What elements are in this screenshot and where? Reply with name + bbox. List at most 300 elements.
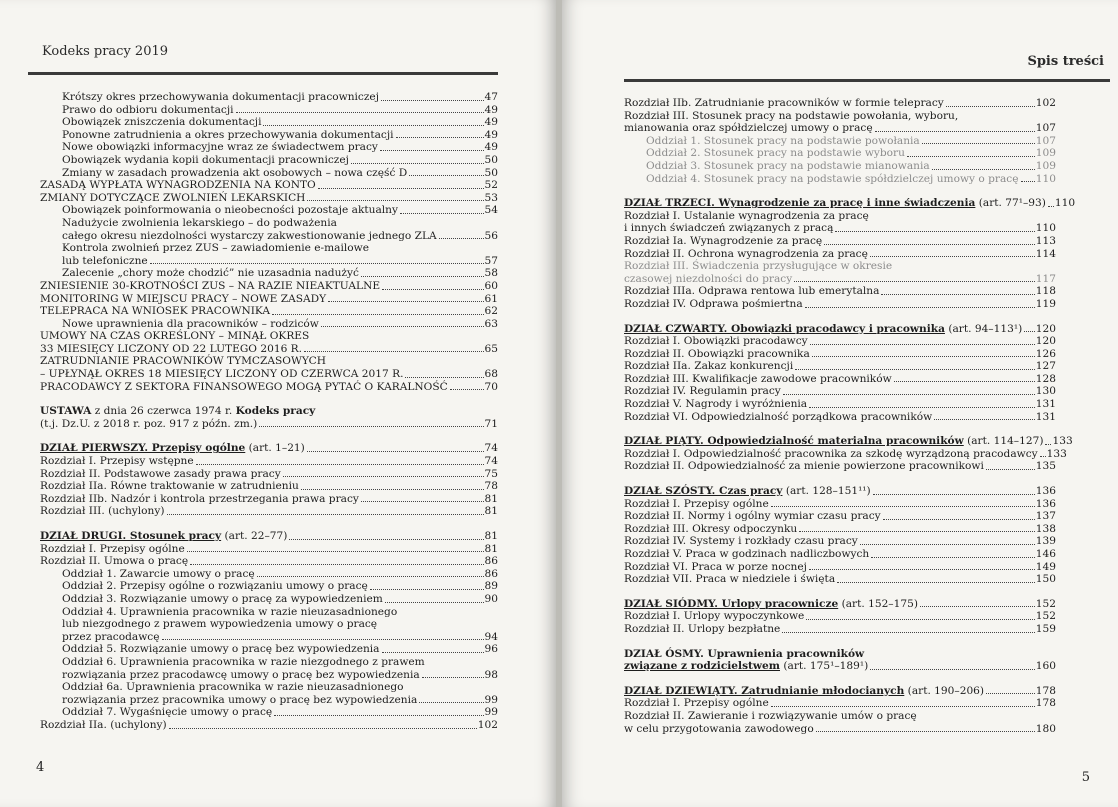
toc-entry-label <box>624 435 1043 448</box>
toc-entry-row <box>40 154 498 167</box>
toc-page-number: 52 <box>484 179 498 192</box>
section-gap <box>40 518 498 530</box>
toc-page-number: 50 <box>484 153 498 166</box>
toc-entry-label <box>62 669 420 682</box>
leader-dots <box>783 394 1035 395</box>
toc-entry <box>624 173 1056 186</box>
toc-entry-text: Nowe uprawnienia dla pracowników – rodziców <box>62 317 319 330</box>
toc-entry <box>40 505 498 518</box>
leader-dots <box>1045 444 1051 445</box>
toc-entry-line: Rozdział II. Zawieranie i rozwiązywanie umów o pracę <box>624 709 917 722</box>
leader-dots <box>385 602 484 603</box>
leader-dots <box>400 213 484 214</box>
toc-section-heading: DZIAŁ SZÓSTY. Czas pracy <box>624 485 783 498</box>
toc-page-number: 86 <box>484 555 498 568</box>
leader-dots <box>860 544 1035 545</box>
toc-entry <box>624 523 1056 536</box>
leader-dots <box>782 632 1034 633</box>
leader-dots <box>289 539 483 540</box>
toc-page-number: 109 <box>1035 147 1056 160</box>
leader-dots <box>922 143 1035 144</box>
toc-entry-text: (art. 114–127) <box>963 435 1044 448</box>
leader-dots <box>422 677 484 678</box>
toc-entry <box>40 91 498 104</box>
toc-entry-text: Rozdział V. Praca w godzinach nadliczbowych <box>624 548 870 560</box>
leader-dots <box>272 314 483 315</box>
toc-entry-label <box>40 343 302 356</box>
toc-entry-row <box>624 373 1056 386</box>
toc-entry-line: ZATRUDNIANIE PRACOWNIKÓW TYMCZASOWYCH <box>40 355 327 368</box>
toc-entry-text: Oddział 5. Rozwiązanie umowy o pracę bez wypowiedzenia <box>62 643 380 656</box>
toc-entry <box>624 110 1056 135</box>
toc-section-heading: DZIAŁ PIĄTY. Odpowiedzialność materialna pracowników <box>624 435 964 448</box>
toc-page-number: 135 <box>1035 460 1056 473</box>
toc-entry-label <box>62 91 379 104</box>
toc-entry-label <box>624 598 918 611</box>
toc-entry-text: Rozdział VI. Praca w porze nocnej <box>624 560 807 573</box>
toc-entry-row <box>40 368 498 381</box>
toc-entry-label <box>624 360 793 373</box>
right-page <box>562 0 1118 807</box>
toc-entry-text: Rozdział IIb. Nadzór i kontrola przestrzegania prawa pracy <box>40 492 359 505</box>
toc-entry-text: Rozdział III. Kwalifikacje zawodowe pracowników <box>624 372 892 385</box>
toc-entry <box>624 510 1056 523</box>
toc-entry-text: Rozdział IIa. Zakaz konkurencji <box>624 360 794 373</box>
toc-entry-label <box>624 122 873 135</box>
leader-dots <box>405 377 483 378</box>
toc-entry-row <box>40 631 498 644</box>
toc-entry-label <box>40 381 448 394</box>
toc-entry <box>40 305 498 318</box>
toc-entry-label <box>624 248 868 261</box>
toc-entry <box>40 242 498 267</box>
toc-entry-text: Rozdział I. Urlopy wypoczynkowe <box>624 610 805 623</box>
section-gap <box>624 423 1056 435</box>
toc-entry-text: w celu przygotowania zawodowego <box>624 722 814 735</box>
leader-dots <box>301 489 484 490</box>
toc-page-number: 138 <box>1035 522 1056 535</box>
toc-entry-label <box>62 593 383 606</box>
toc-entry-row <box>624 548 1056 561</box>
toc-entry-part: z dnia 26 czerwca 1974 r. <box>91 405 236 418</box>
leader-dots <box>396 137 484 138</box>
toc-entry <box>624 147 1056 160</box>
toc-entry-text: Rozdział II. Odpowiedzialność za mienie powierzone pracownikowi <box>624 460 984 473</box>
toc-page-number: 74 <box>484 455 498 468</box>
toc-page-number: 54 <box>484 204 498 217</box>
toc-entry-line: Oddział 4. Uprawnienia pracownika w razie nieuzasadnionego <box>62 605 398 618</box>
toc-entry-row <box>624 510 1056 523</box>
toc-entry-text: Rozdział IIIa. Odprawa rentowa lub emerytalna <box>624 285 880 298</box>
toc-entry <box>624 623 1056 636</box>
toc-entry <box>624 260 1056 285</box>
toc-entry <box>40 530 498 543</box>
leader-dots <box>771 506 1035 507</box>
toc-entry-label <box>40 455 194 468</box>
toc-page-number: 49 <box>484 103 498 116</box>
toc-entry-label <box>62 706 272 719</box>
toc-entry <box>40 129 498 142</box>
toc-section-heading: DZIAŁ PIERWSZY. Przepisy ogólne <box>40 442 246 455</box>
toc-page-number: 57 <box>484 254 498 267</box>
toc-entry-label <box>624 660 868 673</box>
toc-page-number: 130 <box>1035 385 1056 398</box>
leader-dots <box>934 419 1035 420</box>
toc-entry-label <box>624 485 871 498</box>
toc-page-number: 180 <box>1035 722 1056 735</box>
toc-entry-row <box>624 460 1056 473</box>
toc-entry <box>624 160 1056 173</box>
section-gap <box>624 185 1056 197</box>
toc-page-number: 99 <box>484 706 498 719</box>
toc-entry-row <box>40 493 498 506</box>
leader-dots <box>883 519 1035 520</box>
toc-entry-text: – UPŁYNĄŁ OKRES 18 MIESIĘCY LICZONY OD CZERWCA 2017 R. <box>40 368 404 381</box>
toc-entry <box>40 468 498 481</box>
toc-entry-text: Prawo do odbioru dokumentacji <box>62 103 234 116</box>
leader-dots <box>946 106 1035 107</box>
toc-entry-label <box>646 147 905 160</box>
toc-entry-label <box>624 285 879 298</box>
toc-entry-line: lub niezgodnego z prawem wypowiedzenia umowy o pracę <box>62 618 378 631</box>
toc-entry-text: Rozdział Ia. Wynagrodzenie za pracę <box>624 234 823 247</box>
running-title: Spis treści <box>1027 54 1104 69</box>
toc-section-heading: DZIAŁ DRUGI. Stosunek pracy <box>40 530 222 542</box>
leader-dots <box>799 531 1035 532</box>
toc-entry-row <box>624 523 1056 536</box>
toc-entry-row <box>624 598 1056 611</box>
toc-entry <box>624 411 1056 424</box>
toc-section-heading: DZIAŁ TRZECI. Wynagrodzenie za pracę i inne świadczenia <box>624 197 976 210</box>
toc-entry-text: Oddział 1. Stosunek pracy na podstawie powołania <box>646 134 920 147</box>
leader-dots <box>283 476 484 477</box>
leader-dots <box>370 589 484 590</box>
toc-entry-label <box>624 685 984 698</box>
toc-entry-text: Rozdział II. Urlopy bezpłatne <box>624 622 781 635</box>
leader-dots <box>150 263 484 264</box>
toc-entry-label <box>40 442 305 455</box>
toc-page-number: 160 <box>1035 660 1056 673</box>
leader-dots <box>816 731 1035 732</box>
section-gap <box>624 673 1056 685</box>
leader-dots <box>870 669 1035 670</box>
leader-dots <box>169 728 477 729</box>
toc-entry <box>40 493 498 506</box>
toc-entry-label <box>62 318 319 331</box>
section-gap <box>624 586 1056 598</box>
toc-entry-label <box>624 398 807 411</box>
toc-entry-text: 33 MIESIĘCY LICZONY OD 22 LUTEGO 2016 R. <box>40 342 303 355</box>
toc-page-number: 110 <box>1035 222 1056 235</box>
toc-entry-text: Oddział 4. Stosunek pracy na podstawie spółdzielczej umowy o pracę <box>646 172 1019 185</box>
toc-entry-label <box>62 694 417 707</box>
toc-page-number: 109 <box>1035 159 1056 172</box>
toc-entry-text: Oddział 7. Wygaśnięcie umowy o pracę <box>62 706 273 719</box>
leader-dots <box>932 169 1035 170</box>
toc-entry-row <box>624 447 1067 461</box>
leader-dots <box>881 294 1034 295</box>
toc-entry-text: Zmiany w zasadach prowadzenia akt osobowych – nowa część D <box>62 166 408 179</box>
toc-page-number: 136 <box>1035 485 1056 498</box>
toc-entry-text: TELEPRACA NA WNIOSEK PRACOWNIKA <box>40 305 271 318</box>
toc-entry-text: Obowiązek poinformowania o nieobecności pozostaje aktualny <box>62 204 398 217</box>
leader-dots <box>986 469 1035 470</box>
toc-page-number: 56 <box>484 229 498 242</box>
toc-entry-row <box>624 485 1056 498</box>
toc-page-number: 152 <box>1035 610 1056 623</box>
toc-entry-row <box>40 167 498 180</box>
leader-dots <box>318 188 484 189</box>
toc-entry-text: (art. 175¹–189¹) <box>780 660 869 673</box>
leader-dots <box>1024 331 1035 332</box>
toc-entry-text: ZNIESIENIE 30-KROTNOŚCI ZUS – NA RAZIE NIEAKTUALNE <box>40 279 381 292</box>
leader-dots <box>439 238 484 239</box>
toc-entry-row <box>624 135 1056 148</box>
toc-entry-row <box>40 267 498 280</box>
leader-dots <box>257 576 484 577</box>
header-rule <box>624 79 1110 82</box>
toc-entry-text: Rozdział II. Ochrona wynagrodzenia za pracę <box>624 247 868 260</box>
toc-entry-row <box>624 573 1056 586</box>
toc-entry <box>40 543 498 556</box>
toc-entry <box>624 285 1056 298</box>
toc-entry-part: USTAWA <box>40 405 92 418</box>
toc-entry <box>624 610 1056 623</box>
toc-entry <box>40 706 498 719</box>
table-of-contents <box>624 97 1076 735</box>
leader-dots <box>805 307 1035 308</box>
toc-entry-label <box>624 197 1046 210</box>
toc-entry-row <box>624 248 1056 261</box>
toc-page-number: 139 <box>1035 535 1056 548</box>
toc-page-number: 74 <box>484 442 498 455</box>
toc-entry-row <box>40 255 498 268</box>
toc-entry-label <box>624 273 792 286</box>
leader-dots <box>794 281 1035 282</box>
leader-dots <box>806 619 1034 620</box>
toc-entry <box>40 480 498 493</box>
toc-entry-row <box>40 442 498 455</box>
toc-entry-row <box>40 530 498 543</box>
toc-entry-text: MONITORING W MIEJSCU PRACY – NOWE ZASADY <box>40 292 327 305</box>
leader-dots <box>920 606 1035 607</box>
toc-entry <box>624 535 1056 548</box>
toc-entry-text: (art. 190–206) <box>904 684 985 697</box>
leader-dots <box>259 426 483 427</box>
toc-page-number: 70 <box>484 380 498 393</box>
toc-page-number: 131 <box>1035 398 1056 411</box>
toc-entry-line: DZIAŁ ÓSMY. Uprawnienia pracowników <box>624 647 865 660</box>
toc-entry-row <box>624 498 1056 511</box>
toc-page-number: 150 <box>1035 573 1056 586</box>
toc-entry-text: Rozdział I. Przepisy ogólne <box>624 697 769 710</box>
leader-dots <box>236 112 484 113</box>
toc-entry-row <box>624 411 1056 424</box>
toc-entry-label <box>62 104 234 117</box>
leader-dots <box>304 351 483 352</box>
leader-dots <box>263 125 483 126</box>
toc-page-number: 58 <box>484 267 498 280</box>
toc-entry-text: Oddział 1. Zawarcie umowy o pracę <box>62 567 255 580</box>
leader-dots <box>190 564 483 565</box>
leader-dots <box>409 175 483 176</box>
toc-entry-line: Oddział 6a. Uprawnienia pracownika w razie nieuzasadnionego <box>62 681 404 694</box>
toc-entry <box>40 455 498 468</box>
toc-entry-row <box>40 694 498 707</box>
toc-page-number: 81 <box>484 492 498 505</box>
toc-entry-label <box>624 298 803 311</box>
toc-section-heading: DZIAŁ CZWARTY. Obowiązki pracodawcy i pracownika <box>624 322 945 335</box>
toc-entry <box>624 697 1056 710</box>
leader-dots <box>1040 456 1046 457</box>
toc-entry-row <box>624 285 1056 298</box>
toc-entry <box>624 197 1076 210</box>
page-number: 5 <box>1081 770 1090 785</box>
toc-entry <box>624 235 1056 248</box>
toc-entry-text: (art. 152–175) <box>838 597 918 610</box>
toc-entry <box>40 217 498 242</box>
leader-dots <box>307 451 484 452</box>
toc-entry-row <box>40 580 498 593</box>
toc-entry-row <box>624 398 1056 411</box>
toc-page-number: 137 <box>1035 510 1056 523</box>
toc-entry <box>40 116 498 129</box>
toc-entry-row <box>40 669 498 682</box>
toc-entry-row <box>40 505 498 518</box>
leader-dots <box>873 494 1035 495</box>
toc-entry-text: Rozdział IIa. (uchylony) <box>40 718 167 731</box>
toc-page-number: 119 <box>1035 297 1056 310</box>
toc-entry-label <box>40 555 188 568</box>
toc-entry <box>40 167 498 180</box>
toc-entry-part: Kodeks pracy <box>235 405 316 418</box>
toc-entry-row <box>40 593 498 606</box>
toc-entry-text: lub telefoniczne <box>62 254 148 267</box>
toc-entry <box>40 593 498 606</box>
toc-entry-text: Rozdział I. Obowiązki pracodawcy <box>624 335 808 348</box>
toc-page-number: 159 <box>1035 622 1056 635</box>
toc-entry-row <box>624 335 1056 348</box>
toc-entry-label <box>40 418 257 431</box>
toc-entry-text: Rozdział II. Obowiązki pracownika <box>624 347 810 360</box>
toc-entry-line: Rozdział III. Stosunek pracy na podstawie powołania, wyboru, <box>624 109 959 122</box>
toc-entry-text: (art. 128–151¹¹) <box>782 485 871 498</box>
toc-entry <box>40 179 498 192</box>
toc-entry-text: Rozdział VI. Odpowiedzialność porządkowa pracowników <box>624 410 933 423</box>
section-gap <box>624 636 1056 648</box>
leader-dots <box>824 244 1035 245</box>
toc-entry <box>40 293 498 306</box>
toc-entry <box>40 280 498 293</box>
toc-entry-line: Oddział 6. Uprawnienia pracownika w razie niezgodnego z prawem <box>62 655 425 668</box>
toc-entry <box>624 710 1056 735</box>
toc-entry-line: Nadużycie zwolnienia lekarskiego – do podważenia <box>62 216 337 229</box>
toc-page-number: 49 <box>484 116 498 129</box>
toc-entry-text: (art. 1–21) <box>245 442 305 455</box>
toc-page-number: 113 <box>1035 234 1056 247</box>
toc-entry-row <box>40 129 498 142</box>
toc-entry-line <box>40 405 498 418</box>
toc-entry-label <box>62 255 148 268</box>
toc-entry-text: PRACODAWCY Z SEKTORA FINANSOWEGO MOGĄ PYTAĆ O KARALNOŚĆ <box>40 380 448 393</box>
toc-entry-row <box>40 543 498 556</box>
toc-entry-label <box>40 293 326 306</box>
toc-page-number: 81 <box>484 542 498 555</box>
toc-entry <box>624 435 1073 448</box>
toc-page-number: 114 <box>1035 247 1056 260</box>
toc-page-number: 102 <box>1035 97 1056 109</box>
toc-page-number: 178 <box>1035 697 1056 710</box>
leader-dots <box>894 381 1035 382</box>
leader-dots <box>450 389 484 390</box>
toc-entry-label <box>40 530 287 543</box>
toc-entry-text: ZASADĄ WYPŁATA WYNAGRODZENIA NA KONTO <box>40 179 316 192</box>
table-of-contents <box>40 91 498 732</box>
toc-entry-text: Rozdział VII. Praca w niedziele i święta <box>624 573 836 586</box>
toc-entry <box>624 561 1056 574</box>
toc-entry-text: Rozdział I. Przepisy wstępne <box>40 455 194 468</box>
toc-page-number: 146 <box>1035 548 1056 560</box>
toc-entry <box>40 330 498 355</box>
toc-entry-row <box>624 160 1056 173</box>
toc-entry-row <box>624 173 1056 186</box>
section-gap <box>40 430 498 442</box>
toc-entry-label <box>624 348 810 361</box>
toc-entry-text: (art. 22–77) <box>221 530 288 542</box>
toc-entry-label <box>40 179 316 192</box>
leader-dots <box>382 289 483 290</box>
toc-entry <box>624 335 1056 348</box>
leader-dots <box>809 407 1035 408</box>
toc-page-number: 75 <box>484 467 498 480</box>
toc-entry-text: Oddział 3. Stosunek pracy na podstawie mianowania <box>646 159 930 172</box>
toc-entry-label <box>62 141 378 154</box>
toc-entry-row <box>624 348 1056 361</box>
leader-dots <box>167 514 484 515</box>
toc-entry-row <box>624 385 1056 398</box>
toc-entry <box>624 648 1056 673</box>
leader-dots <box>875 131 1035 132</box>
leader-dots <box>812 356 1035 357</box>
toc-page-number: 86 <box>484 567 498 580</box>
toc-entry-text: Obowiązek zniszczenia dokumentacji <box>62 116 262 129</box>
section-gap <box>624 311 1056 323</box>
leader-dots <box>835 231 1034 232</box>
toc-entry-text: mianowania oraz spółdzielczej umowy o pracę <box>624 122 873 135</box>
leader-dots <box>328 301 483 302</box>
toc-entry-label <box>40 468 281 481</box>
toc-section-heading: DZIAŁ DZIEWIĄTY. Zatrudnianie młodocianych <box>624 684 905 697</box>
toc-entry <box>40 580 498 593</box>
toc-page-number: 63 <box>484 317 498 330</box>
leader-dots <box>361 501 484 502</box>
leader-dots <box>274 715 483 716</box>
toc-entry-row <box>40 204 498 217</box>
toc-page-number: 131 <box>1035 410 1056 423</box>
leader-dots <box>870 256 1035 257</box>
leader-dots <box>162 639 484 640</box>
leader-dots <box>381 100 484 101</box>
toc-entry-label <box>40 719 167 732</box>
toc-page-number: 120 <box>1035 335 1056 348</box>
toc-entry-text: Obowiązek wydania kopii dokumentacji pracowniczej <box>62 153 349 166</box>
toc-entry <box>40 568 498 581</box>
toc-entry-row <box>624 685 1056 698</box>
toc-page-number: 107 <box>1035 134 1056 147</box>
toc-entry-label <box>624 97 944 110</box>
toc-entry <box>624 135 1056 148</box>
toc-entry-row <box>40 706 498 719</box>
